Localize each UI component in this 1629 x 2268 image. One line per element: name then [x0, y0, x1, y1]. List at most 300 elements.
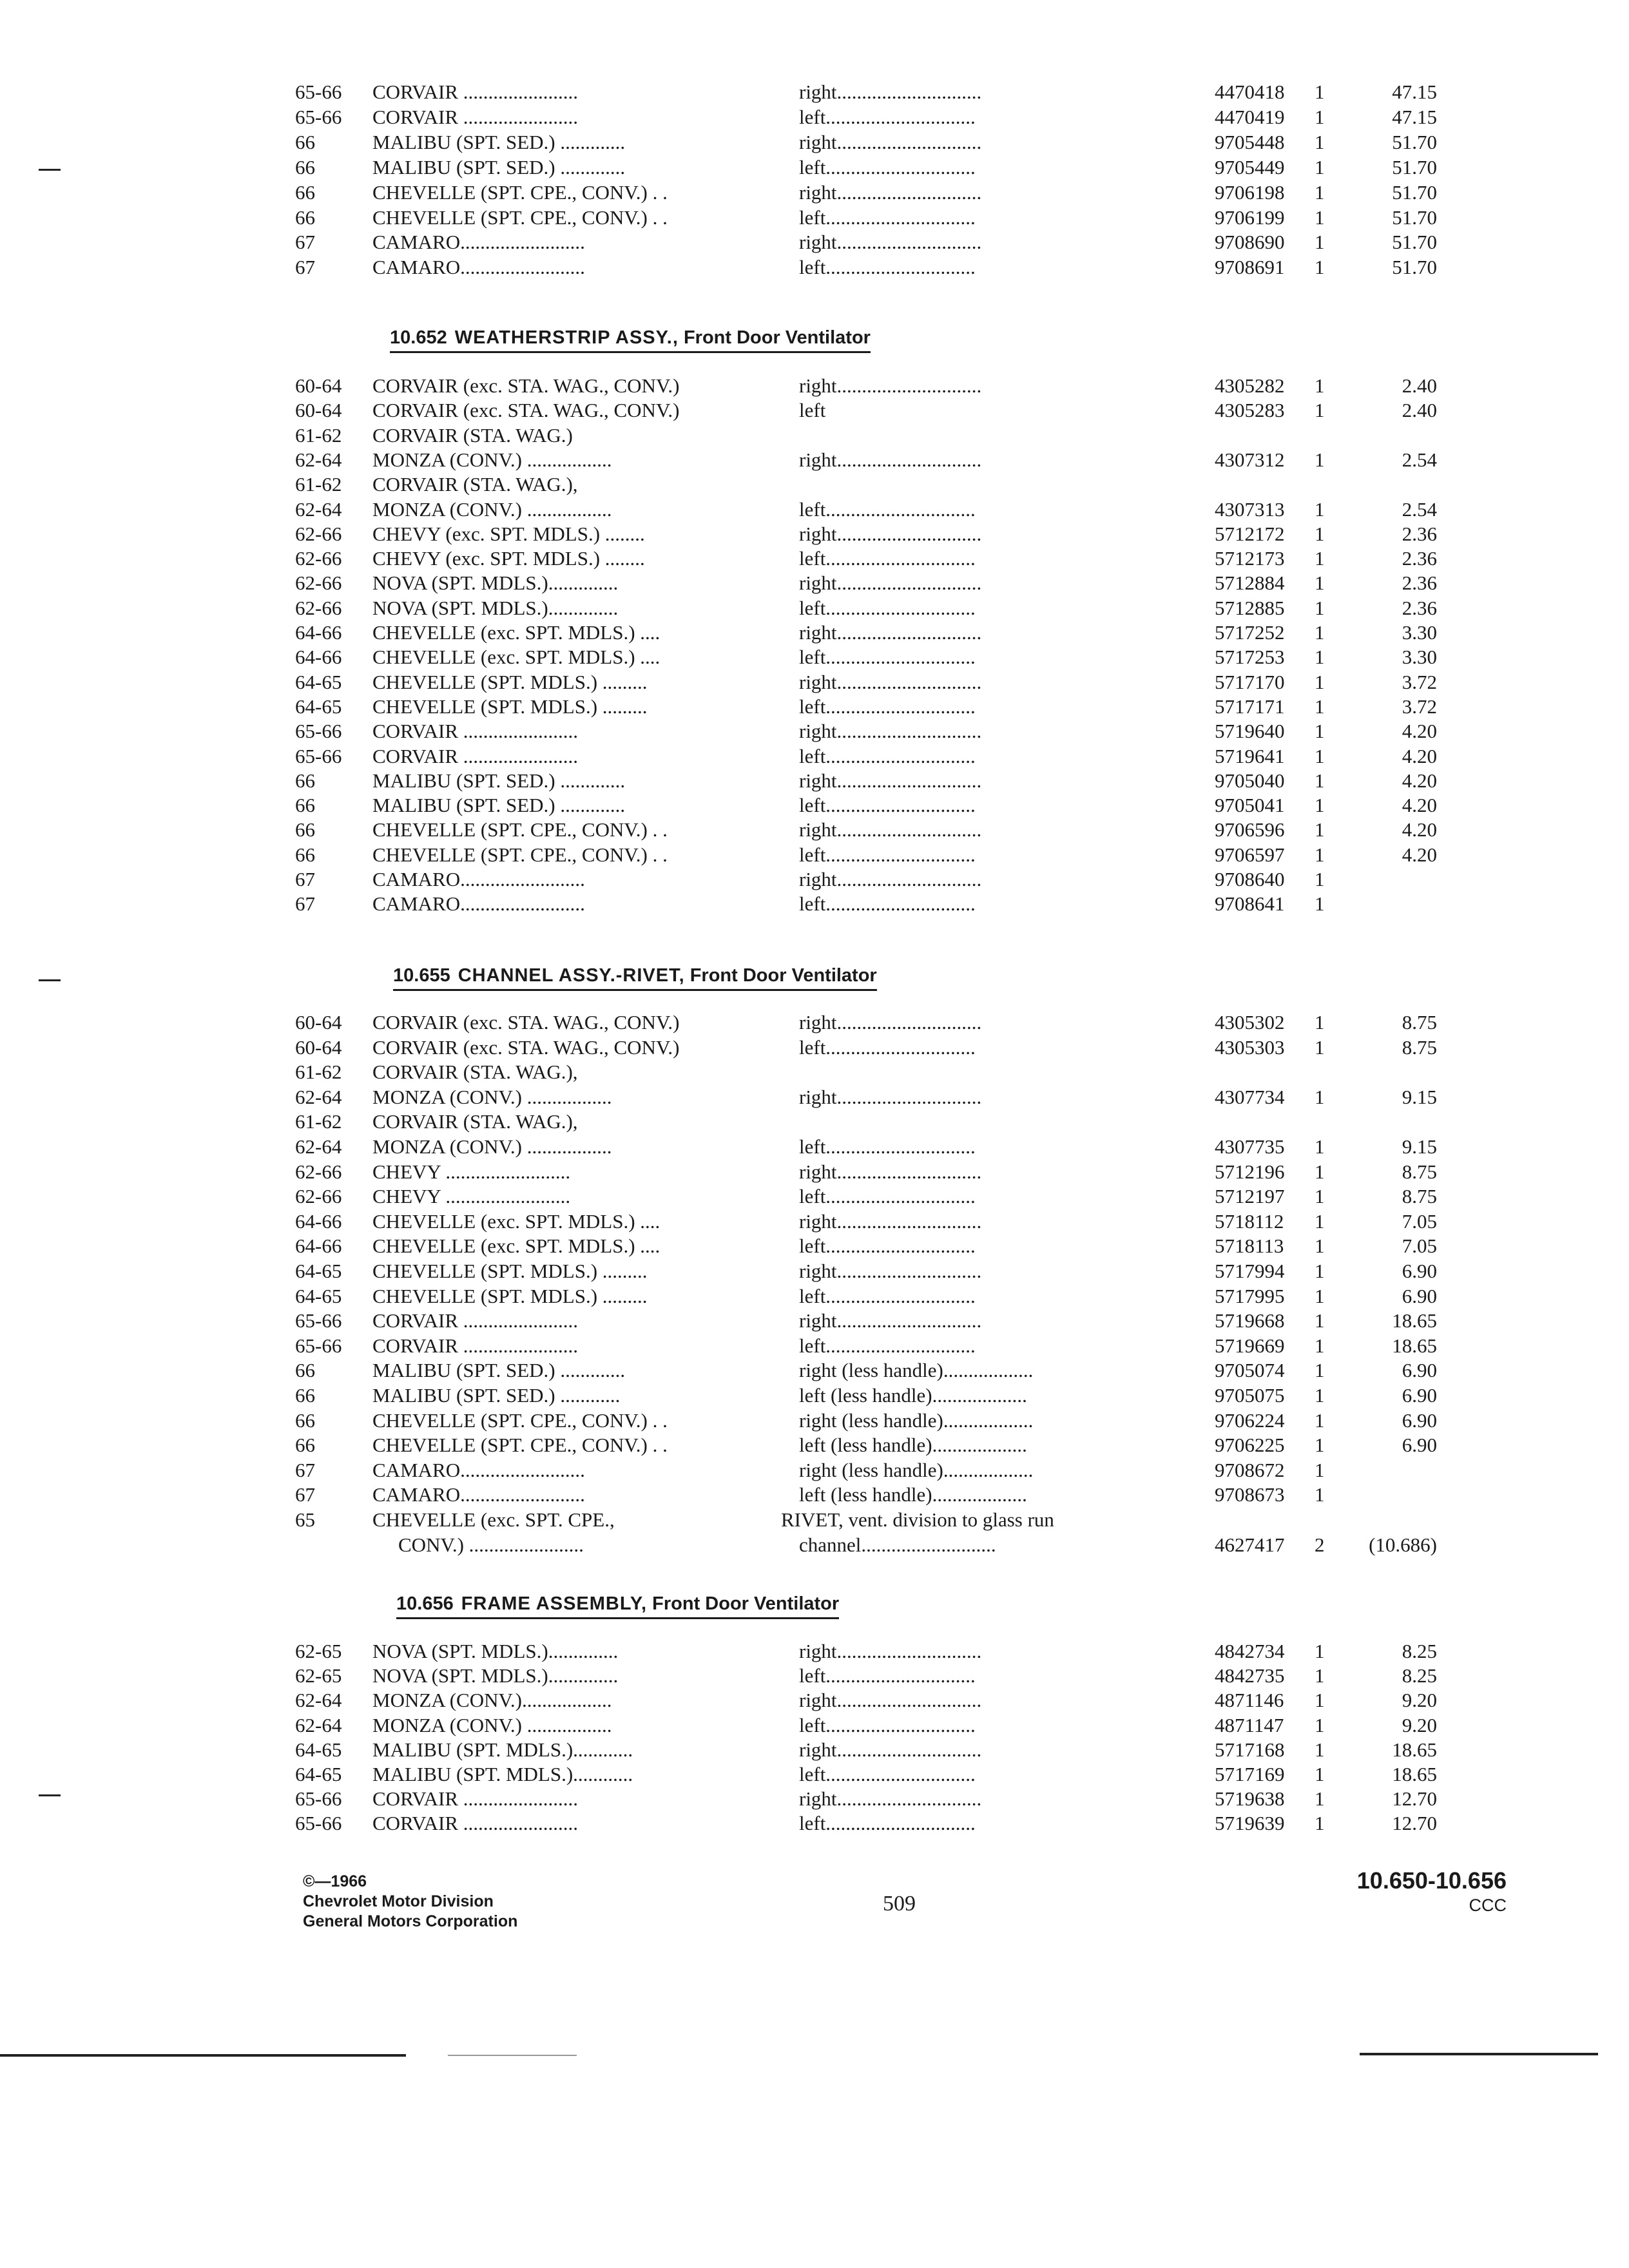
model-years: 66: [295, 156, 315, 178]
list-price: 2.36: [1402, 572, 1437, 594]
part-number: 9706596: [1215, 818, 1285, 841]
quantity: 1: [1315, 1036, 1325, 1059]
quantity: 1: [1315, 868, 1325, 890]
part-number: 4307312: [1215, 448, 1285, 471]
part-number: 5719639: [1215, 1812, 1285, 1834]
list-price: 2.36: [1402, 523, 1437, 545]
list-price: (10.686): [1369, 1533, 1437, 1556]
table-row: [0, 843, 1629, 867]
part-number: 5712197: [1215, 1185, 1285, 1207]
part-number: 9708691: [1215, 256, 1285, 278]
model-years: 64-66: [295, 646, 342, 668]
list-price: 9.15: [1402, 1086, 1437, 1108]
table-row: [0, 1639, 1629, 1664]
model-name: CHEVELLE (exc. SPT. CPE.,: [372, 1508, 615, 1531]
table-row: [0, 255, 1629, 280]
table-row: [0, 546, 1629, 571]
side-description: right.............................: [799, 523, 982, 545]
table-row: [0, 1688, 1629, 1713]
side-description: left..............................: [799, 1714, 976, 1736]
section-subtitle: Front Door Ventilator: [683, 327, 871, 348]
quantity: 1: [1315, 1086, 1325, 1108]
model-name: CHEVELLE (SPT. CPE., CONV.) . .: [372, 1409, 668, 1432]
model-years: 66: [295, 206, 315, 229]
model-name: CHEVELLE (SPT. MDLS.) .........: [372, 695, 648, 718]
side-description: right.............................: [799, 1011, 982, 1033]
side-description: left..............................: [799, 106, 976, 128]
model-name: CORVAIR .......................: [372, 106, 579, 128]
table-row: [0, 1309, 1629, 1333]
side-description: left..............................: [799, 1285, 976, 1307]
quantity: 1: [1315, 231, 1325, 253]
list-price: 8.75: [1402, 1036, 1437, 1059]
list-price: 6.90: [1402, 1409, 1437, 1432]
list-price: 4.20: [1402, 745, 1437, 767]
quantity: 1: [1315, 1309, 1325, 1332]
section-heading-10656: [396, 1591, 839, 1619]
quantity: 1: [1315, 892, 1325, 915]
side-description: right.............................: [799, 769, 982, 792]
model-years: 67: [295, 1483, 315, 1506]
quantity: 1: [1315, 1160, 1325, 1183]
side-description: right (less handle)..................: [799, 1409, 1034, 1432]
table-row: [0, 1738, 1629, 1762]
model-name: CHEVY (exc. SPT. MDLS.) ........: [372, 547, 645, 570]
quantity: 1: [1315, 695, 1325, 718]
list-price: 47.15: [1392, 81, 1437, 103]
list-price: 3.72: [1402, 695, 1437, 718]
model-name: CAMARO.........................: [372, 231, 585, 253]
side-description: left..............................: [799, 745, 976, 767]
model-name: CAMARO.........................: [372, 1483, 585, 1506]
part-number: 4470419: [1215, 106, 1285, 128]
part-number: 9708640: [1215, 868, 1285, 890]
model-years: 66: [295, 794, 315, 816]
quantity: 1: [1315, 671, 1325, 693]
part-number: 4871147: [1215, 1714, 1284, 1736]
table-row: [0, 1085, 1629, 1110]
table-row: [0, 867, 1629, 892]
table-row: [0, 670, 1629, 695]
part-number: 5717169: [1215, 1763, 1285, 1785]
part-number: 5719668: [1215, 1309, 1285, 1332]
bottom-rule: [0, 2054, 406, 2057]
table-row: [0, 1135, 1629, 1159]
part-number: 9705074: [1215, 1359, 1285, 1381]
part-number: 9705075: [1215, 1384, 1285, 1407]
side-description: right (less handle)..................: [799, 1359, 1034, 1381]
section-title: CHANNEL ASSY.-RIVET,: [458, 965, 685, 986]
table-row: [0, 1060, 1629, 1084]
quantity: 1: [1315, 646, 1325, 668]
model-years: 62-66: [295, 572, 342, 594]
list-price: 3.30: [1402, 646, 1437, 668]
table-row: [0, 155, 1629, 180]
list-price: 6.90: [1402, 1434, 1437, 1456]
side-description: left..............................: [799, 794, 976, 816]
list-price: 12.70: [1392, 1812, 1437, 1834]
quantity: 1: [1315, 1011, 1325, 1033]
division-name: Chevrolet Motor Division: [303, 1892, 494, 1910]
model-years: 66: [295, 181, 315, 204]
model-name: CHEVELLE (exc. SPT. MDLS.) ....: [372, 646, 660, 668]
side-description: left: [799, 399, 826, 421]
model-name: MALIBU (SPT. SED.) .............: [372, 131, 626, 153]
quantity: 1: [1315, 1738, 1325, 1761]
part-number: 9705040: [1215, 769, 1285, 792]
model-years: 64-65: [295, 1260, 342, 1282]
side-description: right.............................: [799, 1640, 982, 1662]
model-name: NOVA (SPT. MDLS.)..............: [372, 572, 619, 594]
table-row: [0, 1259, 1629, 1283]
list-price: 4.20: [1402, 818, 1437, 841]
model-years: 62-66: [295, 1160, 342, 1183]
side-description: right.............................: [799, 1787, 982, 1810]
part-number: 9706199: [1215, 206, 1285, 229]
list-price: 4.20: [1402, 843, 1437, 866]
part-number: 5717253: [1215, 646, 1285, 668]
quantity: 1: [1315, 131, 1325, 153]
model-years: 66: [295, 818, 315, 841]
table-row: [0, 1209, 1629, 1234]
part-number: 5717171: [1215, 695, 1285, 718]
model-years: 62-66: [295, 547, 342, 570]
list-price: 8.25: [1402, 1664, 1437, 1687]
model-name: CHEVELLE (SPT. CPE., CONV.) . .: [372, 843, 668, 866]
quantity: 1: [1315, 1763, 1325, 1785]
model-years: 62-64: [295, 1714, 342, 1736]
model-years: 65-66: [295, 1309, 342, 1332]
model-years: 67: [295, 1459, 315, 1481]
side-description: left..............................: [799, 1235, 976, 1257]
part-number: 4305283: [1215, 399, 1285, 421]
model-name: MALIBU (SPT. SED.) .............: [372, 1359, 626, 1381]
model-name: CORVAIR (STA. WAG.),: [372, 1061, 578, 1083]
part-number: 5717252: [1215, 621, 1285, 644]
margin-tick: [39, 979, 61, 981]
side-description: RIVET, vent. division to glass run: [781, 1508, 1054, 1531]
model-years: 64-65: [295, 1738, 342, 1761]
list-price: 18.65: [1392, 1738, 1437, 1761]
side-description: left..............................: [799, 1334, 976, 1357]
side-description: left..............................: [799, 695, 976, 718]
part-number: 9708673: [1215, 1483, 1285, 1506]
quantity: 1: [1315, 1714, 1325, 1736]
model-name: CORVAIR .......................: [372, 745, 579, 767]
table-row: [0, 423, 1629, 448]
part-number: 9706597: [1215, 843, 1285, 866]
quantity: 1: [1315, 843, 1325, 866]
list-price: 7.05: [1402, 1235, 1437, 1257]
model-years: 67: [295, 868, 315, 890]
model-name: CORVAIR .......................: [372, 1812, 579, 1834]
model-name: MONZA (CONV.) .................: [372, 1086, 612, 1108]
side-description: right.............................: [799, 181, 982, 204]
table-row: [0, 596, 1629, 620]
list-price: 51.70: [1392, 206, 1437, 229]
section-number: 10.652: [390, 327, 447, 348]
list-price: 18.65: [1392, 1334, 1437, 1357]
model-years: 65-66: [295, 745, 342, 767]
table-row: [0, 1458, 1629, 1483]
publisher-block: [303, 1872, 517, 1932]
section-subtitle: Front Door Ventilator: [689, 965, 877, 986]
part-number: 5712885: [1215, 597, 1285, 619]
model-years: 64-66: [295, 1235, 342, 1257]
quantity: 1: [1315, 547, 1325, 570]
model-years: 60-64: [295, 1011, 342, 1033]
model-years: 64-66: [295, 621, 342, 644]
part-number: 4307734: [1215, 1086, 1285, 1108]
side-description: right.............................: [799, 1689, 982, 1711]
model-years: 65-66: [295, 720, 342, 742]
table-row: [0, 1762, 1629, 1787]
quantity: 1: [1315, 81, 1325, 103]
quantity: 1: [1315, 769, 1325, 792]
page-number: 509: [883, 1892, 916, 1916]
quantity: 1: [1315, 1235, 1325, 1257]
model-name: NOVA (SPT. MDLS.)..............: [372, 597, 619, 619]
table-row: [0, 1010, 1629, 1035]
quantity: 1: [1315, 794, 1325, 816]
list-price: 4.20: [1402, 794, 1437, 816]
list-price: 2.36: [1402, 547, 1437, 570]
part-number: 5719669: [1215, 1334, 1285, 1357]
quantity: 1: [1315, 374, 1325, 397]
side-description: left..............................: [799, 1185, 976, 1207]
corporation-name: General Motors Corporation: [303, 1912, 518, 1930]
list-price: 18.65: [1392, 1763, 1437, 1785]
side-description: right.............................: [799, 1086, 982, 1108]
model-name: MALIBU (SPT. MDLS.)............: [372, 1763, 633, 1785]
model-name: CORVAIR .......................: [372, 1787, 579, 1810]
model-name: CHEVELLE (SPT. CPE., CONV.) . .: [372, 181, 668, 204]
model-name: CORVAIR (exc. STA. WAG., CONV.): [372, 1011, 680, 1033]
part-number: 9706198: [1215, 181, 1285, 204]
model-name: CHEVELLE (SPT. MDLS.) .........: [372, 671, 648, 693]
model-years: 62-65: [295, 1640, 342, 1662]
model-years: 65-66: [295, 1334, 342, 1357]
model-years: 61-62: [295, 424, 342, 447]
model-years: 62-64: [295, 1689, 342, 1711]
model-name: MALIBU (SPT. MDLS.)............: [372, 1738, 633, 1761]
part-number: 9708690: [1215, 231, 1285, 253]
model-name: CHEVY (exc. SPT. MDLS.) ........: [372, 523, 645, 545]
side-description: channel...........................: [799, 1533, 996, 1556]
section-number: 10.655: [393, 965, 450, 986]
list-price: 2.40: [1402, 374, 1437, 397]
side-description: left..............................: [799, 156, 976, 178]
model-name: CAMARO.........................: [372, 868, 585, 890]
side-description: left..............................: [799, 892, 976, 915]
part-number: 4305282: [1215, 374, 1285, 397]
part-number: 4305302: [1215, 1011, 1285, 1033]
table-row: [0, 80, 1629, 104]
model-years: 62-64: [295, 448, 342, 471]
table-row: [0, 448, 1629, 472]
quantity: 1: [1315, 1409, 1325, 1432]
table-row: [0, 1787, 1629, 1811]
quantity: 1: [1315, 1384, 1325, 1407]
part-number: 9708641: [1215, 892, 1285, 915]
side-description: left..............................: [799, 1812, 976, 1834]
quantity: 1: [1315, 399, 1325, 421]
side-description: right.............................: [799, 671, 982, 693]
table-row: [0, 180, 1629, 205]
side-description: left (less handle)...................: [799, 1483, 1027, 1506]
table-row: [0, 769, 1629, 793]
model-name: NOVA (SPT. MDLS.)..............: [372, 1640, 619, 1662]
model-years: 66: [295, 769, 315, 792]
model-years: 64-65: [295, 671, 342, 693]
model-years: 66: [295, 1384, 315, 1407]
side-description: left..............................: [799, 206, 976, 229]
table-row: [0, 105, 1629, 130]
model-name: MONZA (CONV.) .................: [372, 1714, 612, 1736]
model-name: CORVAIR (STA. WAG.),: [372, 1110, 578, 1133]
quantity: 1: [1315, 1640, 1325, 1662]
list-price: 8.25: [1402, 1640, 1437, 1662]
model-name: CHEVELLE (exc. SPT. MDLS.) ....: [372, 1235, 660, 1257]
quantity: 1: [1315, 720, 1325, 742]
table-row: [0, 1408, 1629, 1433]
quantity: 1: [1315, 1689, 1325, 1711]
model-years: 66: [295, 1434, 315, 1456]
table-row: [0, 206, 1629, 230]
model-years: 65-66: [295, 1787, 342, 1810]
list-price: 2.54: [1402, 498, 1437, 521]
table-row: [0, 695, 1629, 719]
model-name: CHEVY .........................: [372, 1185, 571, 1207]
quantity: 1: [1315, 1434, 1325, 1456]
model-name: CHEVELLE (exc. SPT. MDLS.) ....: [372, 621, 660, 644]
list-price: 2.40: [1402, 399, 1437, 421]
side-description: right.............................: [799, 131, 982, 153]
model-name: NOVA (SPT. MDLS.)..............: [372, 1664, 619, 1687]
model-name: CORVAIR .......................: [372, 81, 579, 103]
part-number: 5718113: [1215, 1235, 1284, 1257]
quantity: 1: [1315, 1359, 1325, 1381]
side-description: left..............................: [799, 1763, 976, 1785]
model-years: 62-66: [295, 523, 342, 545]
model-name: MALIBU (SPT. SED.) .............: [372, 794, 626, 816]
part-number: 5717168: [1215, 1738, 1285, 1761]
part-number: 4307313: [1215, 498, 1285, 521]
table-row: [0, 744, 1629, 769]
model-name: CORVAIR (exc. STA. WAG., CONV.): [372, 374, 680, 397]
quantity: 1: [1315, 1483, 1325, 1506]
model-years: 60-64: [295, 399, 342, 421]
quantity: 1: [1315, 206, 1325, 229]
list-price: 6.90: [1402, 1260, 1437, 1282]
section-heading-10652: [390, 325, 871, 353]
table-row: [0, 497, 1629, 522]
table-row: [0, 892, 1629, 916]
list-price: 51.70: [1392, 156, 1437, 178]
quantity: 1: [1315, 106, 1325, 128]
side-description: right (less handle)..................: [799, 1459, 1034, 1481]
part-number: 5719640: [1215, 720, 1285, 742]
model-name: MALIBU (SPT. SED.) ............: [372, 1384, 621, 1407]
quantity: 1: [1315, 1334, 1325, 1357]
quantity: 1: [1315, 448, 1325, 471]
quantity: 1: [1315, 745, 1325, 767]
quantity: 1: [1315, 1285, 1325, 1307]
part-number: 4842734: [1215, 1640, 1285, 1662]
part-number: 5712196: [1215, 1160, 1285, 1183]
list-price: 51.70: [1392, 231, 1437, 253]
model-name: CAMARO.........................: [372, 892, 585, 915]
part-number: 9705448: [1215, 131, 1285, 153]
part-number: 5719638: [1215, 1787, 1285, 1810]
model-name: CAMARO.........................: [372, 256, 585, 278]
model-years: 61-62: [295, 1110, 342, 1133]
model-name: CAMARO.........................: [372, 1459, 585, 1481]
side-description: left..............................: [799, 1036, 976, 1059]
quantity: 1: [1315, 1260, 1325, 1282]
list-price: 9.20: [1402, 1714, 1437, 1736]
side-description: right.............................: [799, 1210, 982, 1233]
copyright-line: ©—1966: [303, 1872, 367, 1890]
model-years: 62-64: [295, 1086, 342, 1108]
model-name: CHEVELLE (SPT. MDLS.) .........: [372, 1260, 648, 1282]
list-price: 12.70: [1392, 1787, 1437, 1810]
bottom-rule-faint: [448, 2055, 577, 2056]
side-description: left..............................: [799, 1135, 976, 1158]
model-name: CONV.) .......................: [398, 1533, 584, 1556]
side-description: left..............................: [799, 843, 976, 866]
model-name: CORVAIR (exc. STA. WAG., CONV.): [372, 1036, 680, 1059]
quantity: 1: [1315, 498, 1325, 521]
model-years: 67: [295, 256, 315, 278]
side-description: left (less handle)...................: [799, 1384, 1027, 1407]
side-description: right.............................: [799, 374, 982, 397]
quantity: 1: [1315, 1459, 1325, 1481]
part-number: 4305303: [1215, 1036, 1285, 1059]
quantity: 1: [1315, 156, 1325, 178]
model-name: CORVAIR (exc. STA. WAG., CONV.): [372, 399, 680, 421]
table-row: [0, 398, 1629, 423]
table-row: [0, 620, 1629, 645]
quantity: 1: [1315, 1210, 1325, 1233]
model-years: 65: [295, 1508, 315, 1531]
table-row: [0, 130, 1629, 155]
list-price: 51.70: [1392, 131, 1437, 153]
list-price: 9.15: [1402, 1135, 1437, 1158]
list-price: 8.75: [1402, 1160, 1437, 1183]
model-years: 65-66: [295, 106, 342, 128]
section-title: FRAME ASSEMBLY,: [461, 1593, 648, 1614]
side-description: right.............................: [799, 1260, 982, 1282]
table-row: [0, 1334, 1629, 1358]
list-price: 3.30: [1402, 621, 1437, 644]
list-price: 8.75: [1402, 1011, 1437, 1033]
side-description: right.............................: [799, 1738, 982, 1761]
table-row: [0, 645, 1629, 669]
model-name: CHEVELLE (SPT. CPE., CONV.) . .: [372, 1434, 668, 1456]
model-name: MONZA (CONV.)..................: [372, 1689, 612, 1711]
table-row: [0, 1184, 1629, 1209]
list-price: 2.54: [1402, 448, 1437, 471]
table-row: [0, 571, 1629, 595]
model-name: MALIBU (SPT. SED.) .............: [372, 156, 626, 178]
table-row: [0, 1811, 1629, 1836]
list-price: 18.65: [1392, 1309, 1437, 1332]
side-description: right.............................: [799, 621, 982, 644]
table-row: [0, 522, 1629, 546]
side-description: left..............................: [799, 256, 976, 278]
table-row: [0, 1483, 1629, 1507]
